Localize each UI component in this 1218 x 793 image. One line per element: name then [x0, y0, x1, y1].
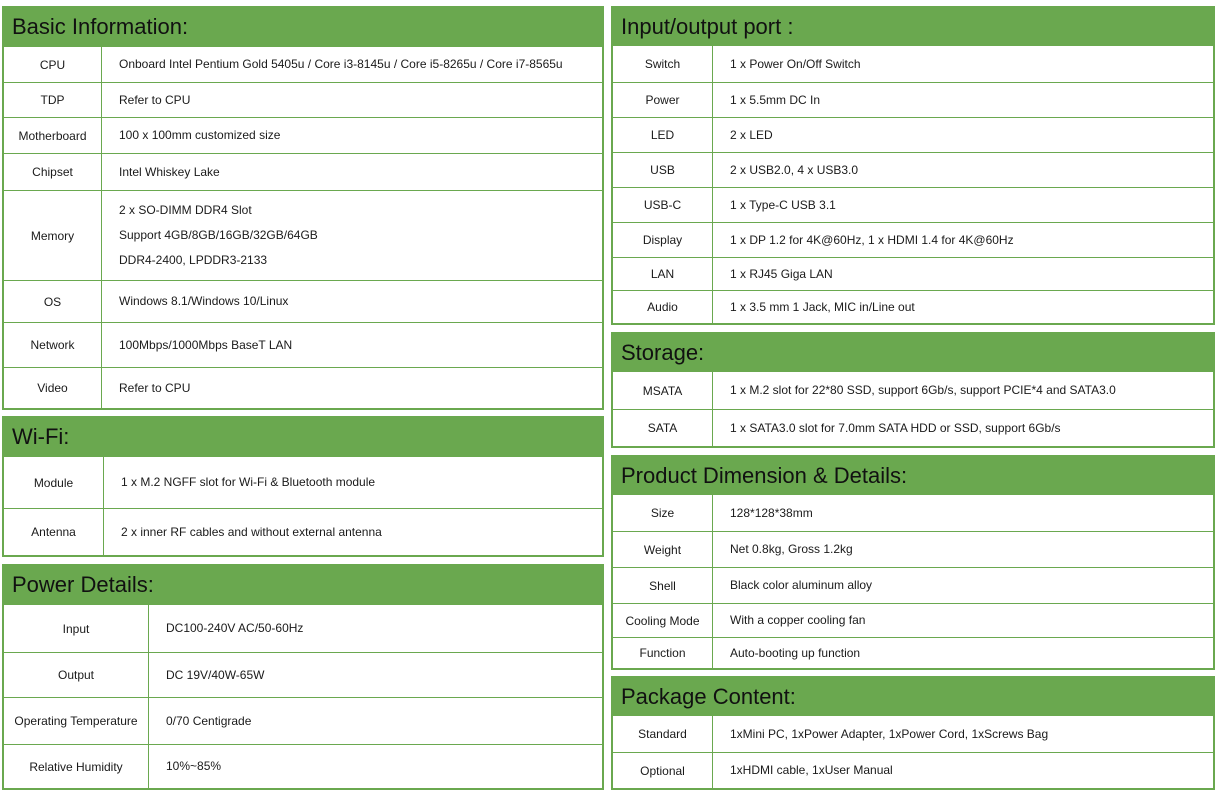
spec-label: LED [613, 118, 713, 152]
spec-row [613, 715, 1213, 752]
spec-row [4, 367, 602, 408]
spec-label: Chipset [4, 154, 102, 190]
spec-row [4, 652, 602, 697]
spec-value-line: 1 x 3.5 mm 1 Jack, MIC in/Line out [730, 299, 915, 314]
spec-value-line: 1xHDMI cable, 1xUser Manual [730, 763, 893, 777]
spec-value-line: 1 x RJ45 Giga LAN [730, 266, 833, 281]
spec-value-line: 2 x USB2.0, 4 x USB3.0 [730, 162, 859, 177]
spec-row [4, 508, 602, 555]
spec-value-line: Refer to CPU [119, 92, 191, 107]
spec-value [102, 83, 602, 117]
spec-value [713, 258, 1213, 290]
spec-label: Video [4, 368, 102, 408]
spec-value [102, 154, 602, 190]
spec-label: Function [613, 638, 713, 668]
spec-row [4, 153, 602, 190]
spec-value [713, 291, 1213, 323]
spec-value [713, 568, 1213, 603]
spec-label: Module [4, 457, 104, 508]
panel-title: Storage: [613, 334, 1213, 371]
spec-label: OS [4, 281, 102, 322]
spec-row [4, 190, 602, 280]
spec-value [713, 46, 1213, 82]
spec-row [613, 117, 1213, 152]
spec-value-line: 100 x 100mm customized size [119, 128, 281, 142]
spec-value-line: 1 x DP 1.2 for 4K@60Hz, 1 x HDMI 1.4 for 4K@60Hz [730, 232, 1014, 247]
spec-value [713, 83, 1213, 117]
spec-value [713, 532, 1213, 567]
spec-row [4, 697, 602, 744]
spec-row [613, 290, 1213, 323]
spec-value [713, 410, 1213, 446]
spec-value-line: 1 x M.2 NGFF slot for Wi-Fi & Bluetooth module [121, 475, 376, 489]
spec-label: Output [4, 653, 149, 697]
io-port-panel [611, 6, 1215, 325]
spec-value-line: 2 x LED [730, 127, 773, 142]
spec-label: LAN [613, 258, 713, 290]
spec-value [149, 653, 602, 697]
spec-value [713, 753, 1213, 788]
spec-value [713, 716, 1213, 752]
panel-title: Input/output port : [613, 8, 1213, 45]
wifi-panel [2, 416, 604, 557]
spec-label: Motherboard [4, 118, 102, 153]
spec-row [613, 187, 1213, 222]
spec-value [713, 495, 1213, 531]
spec-label: TDP [4, 83, 102, 117]
spec-label: Optional [613, 753, 713, 788]
spec-label: Size [613, 495, 713, 531]
spec-value-line: 100Mbps/1000Mbps BaseT LAN [119, 337, 293, 352]
spec-value [149, 698, 602, 744]
spec-label: Antenna [4, 509, 104, 555]
package-content-panel [611, 676, 1215, 790]
spec-row [4, 322, 602, 367]
spec-value-line: Black color aluminum alloy [730, 578, 873, 592]
spec-label: Weight [613, 532, 713, 567]
panel-title: Basic Information: [4, 8, 602, 46]
spec-value [102, 281, 602, 322]
spec-value [713, 188, 1213, 222]
spec-value-line: Onboard Intel Pentium Gold 5405u / Core i3-8145u / Core i5-8265u / Core i7-8565u [119, 57, 563, 71]
spec-value-line: 1 x Type-C USB 3.1 [730, 197, 836, 212]
spec-row [613, 152, 1213, 187]
spec-value-line: 1xMini PC, 1xPower Adapter, 1xPower Cord, 1xScrews Bag [730, 726, 1049, 741]
spec-value-line: 0/70 Centigrade [166, 713, 252, 728]
spec-row [613, 45, 1213, 82]
product-dimension-panel [611, 455, 1215, 670]
spec-label: SATA [613, 410, 713, 446]
spec-value-line: 128*128*38mm [730, 505, 813, 520]
spec-row [613, 371, 1213, 409]
spec-value-line: Windows 8.1/Windows 10/Linux [119, 294, 289, 308]
spec-row [613, 637, 1213, 668]
spec-value [102, 47, 602, 82]
spec-value-line: DC 19V/40W-65W [166, 667, 265, 682]
spec-value-line: DC100-240V AC/50-60Hz [166, 621, 304, 635]
spec-value [713, 638, 1213, 668]
spec-value [104, 509, 602, 555]
panel-title: Wi-Fi: [4, 418, 602, 456]
spec-value [713, 604, 1213, 637]
spec-label: Memory [4, 191, 102, 280]
spec-value-line: Net 0.8kg, Gross 1.2kg [730, 542, 853, 556]
spec-label: Operating Temperature [4, 698, 149, 744]
spec-row [613, 257, 1213, 290]
spec-label: Shell [613, 568, 713, 603]
spec-label: MSATA [613, 372, 713, 409]
spec-value-line: 2 x SO-DIMM DDR4 Slot [119, 203, 252, 217]
spec-value-line: 1 x 5.5mm DC In [730, 92, 821, 107]
spec-row [4, 117, 602, 153]
spec-value [102, 368, 602, 408]
spec-row [613, 567, 1213, 603]
spec-label: Cooling Mode [613, 604, 713, 637]
spec-row [613, 752, 1213, 788]
spec-label: Standard [613, 716, 713, 752]
spec-value [713, 372, 1213, 409]
panel-title: Package Content: [613, 678, 1213, 715]
spec-label: USB [613, 153, 713, 187]
spec-label: Display [613, 223, 713, 257]
spec-value-line: 10%~85% [166, 759, 222, 773]
spec-value-line: Support 4GB/8GB/16GB/32GB/64GB [119, 228, 318, 242]
spec-label: CPU [4, 47, 102, 82]
spec-label: Audio [613, 291, 713, 323]
spec-row [613, 222, 1213, 257]
spec-value-line: DDR4-2400, LPDDR3-2133 [119, 253, 268, 267]
spec-value-line: 2 x inner RF cables and without external antenna [121, 524, 382, 539]
spec-value [102, 323, 602, 367]
spec-row [4, 744, 602, 788]
basic-information-panel [2, 6, 604, 410]
spec-value-line: Auto-booting up function [730, 645, 861, 660]
spec-value [104, 457, 602, 508]
spec-label: Switch [613, 46, 713, 82]
spec-value-line: 1 x SATA3.0 slot for 7.0mm SATA HDD or SSD, support 6Gb/s [730, 420, 1061, 435]
spec-value-line: Intel Whiskey Lake [119, 164, 220, 179]
spec-value-line: 1 x Power On/Off Switch [730, 56, 861, 71]
spec-label: Relative Humidity [4, 745, 149, 788]
spec-value [149, 745, 602, 788]
spec-row [4, 82, 602, 117]
spec-label: Input [4, 605, 149, 652]
spec-row [613, 494, 1213, 531]
spec-row [613, 603, 1213, 637]
spec-value [102, 118, 602, 153]
spec-row [613, 409, 1213, 446]
spec-row [613, 531, 1213, 567]
spec-value [713, 118, 1213, 152]
spec-row [4, 46, 602, 82]
spec-value [102, 191, 602, 280]
spec-label: Network [4, 323, 102, 367]
spec-value [713, 223, 1213, 257]
spec-value-line: With a copper cooling fan [730, 613, 866, 627]
panel-title: Product Dimension & Details: [613, 457, 1213, 494]
spec-row [4, 604, 602, 652]
spec-row [4, 280, 602, 322]
spec-value [713, 153, 1213, 187]
spec-row [613, 82, 1213, 117]
power-details-panel [2, 564, 604, 790]
spec-value [149, 605, 602, 652]
storage-panel [611, 332, 1215, 448]
spec-value-line: Refer to CPU [119, 380, 191, 395]
spec-row [4, 456, 602, 508]
spec-label: Power [613, 83, 713, 117]
spec-value-line: 1 x M.2 slot for 22*80 SSD, support 6Gb/s, support PCIE*4 and SATA3.0 [730, 383, 1116, 397]
panel-title: Power Details: [4, 566, 602, 604]
spec-label: USB-C [613, 188, 713, 222]
